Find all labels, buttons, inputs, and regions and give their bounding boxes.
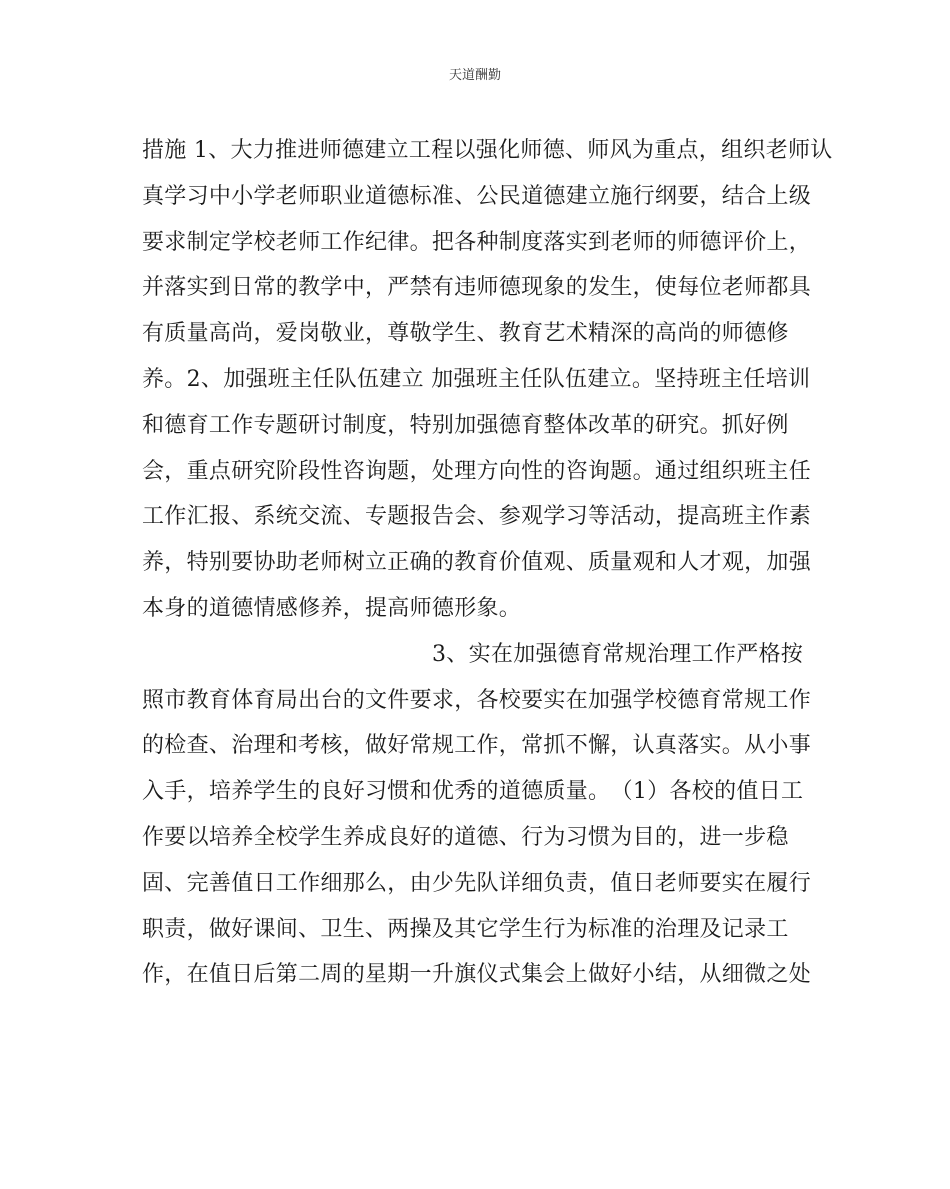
document-body xyxy=(142,128,833,998)
text-line: 和德育工作专题研讨制度，特别加强德育整体改革的研究。抓好例 xyxy=(142,412,789,438)
text-line: 本身的道德情感修养，提高师德形象。 xyxy=(142,595,522,621)
text-line: 措施 1、大力推进师德建立工程以强化师德、师风为重点，组织老师认 xyxy=(142,138,833,163)
text-line: 会，重点研究阶段性咨询题，处理方向性的咨询题。通过组织班主任 xyxy=(142,458,812,484)
page-header: 天道酬勤 xyxy=(448,68,501,83)
text-line: 养，特别要协助老师树立正确的教育价值观、质量观和人才观，加强 xyxy=(142,550,812,576)
text-line: 入手，培养学生的良好习惯和优秀的道德质量。 （1）各校的值日工 xyxy=(142,779,804,805)
text-line: 照市教育体育局出台的文件要求，各校要实在加强学校德育常规工作 xyxy=(142,687,812,713)
text-line: 作，在值日后第二周的星期一升旗仪式集会上做好小结，从细微之处 xyxy=(142,962,812,988)
text-line: 工作汇报、系统交流、专题报告会、参观学习等活动，提高班主作素 xyxy=(142,504,812,530)
text-line: 真学习中小学老师职业道德标准、公民道德建立施行纲要，结合上级 xyxy=(142,183,812,209)
text-line: 职责，做好课间、卫生、两操及其它学生行为标准的治理及记录工 xyxy=(142,916,789,942)
text-line-indented: 3、实在加强德育常规治理工作严格按 xyxy=(432,641,804,667)
text-line: 并落实到日常的教学中，严禁有违师德现象的发生，使每位老师都具 xyxy=(142,275,812,301)
text-line: 作要以培养全校学生养成良好的道德、行为习惯为目的，进一步稳 xyxy=(142,824,789,850)
text-line: 要求制定学校老师工作纪律。把各种制度落实到老师的师德评价上， xyxy=(142,229,812,255)
text-line: 有质量高尚，爱岗敬业，尊敬学生、教育艺术精深的高尚的师德修 xyxy=(142,321,789,347)
text-line: 固、完善值日工作细那么，由少先队详细负责，值日老师要实在履行 xyxy=(142,870,812,896)
text-line: 的检查、治理和考核，做好常规工作，常抓不懈，认真落实。从小事 xyxy=(142,733,812,759)
text-line: 养。2、加强班主任队伍建立 加强班主任队伍建立。坚持班主任培训 xyxy=(142,366,811,392)
